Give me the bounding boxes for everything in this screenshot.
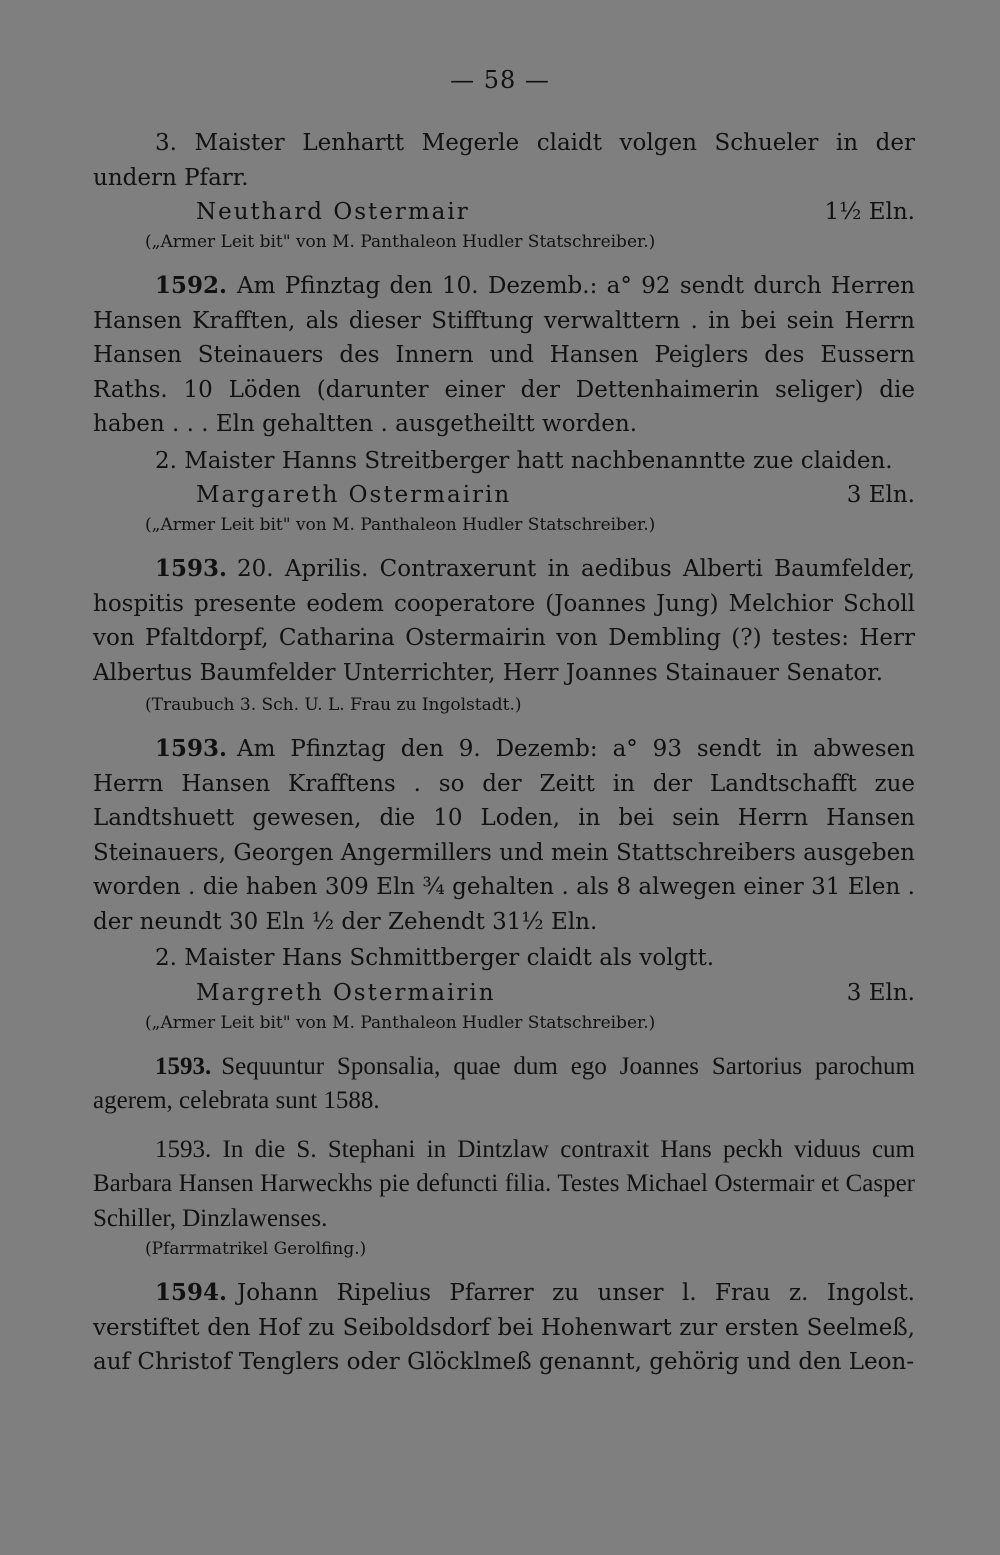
entry-text: 1593. In die S. Stephani in Dintzlaw contraxit Hans peckh viduus cum Barbara Hansen Harweckhs pie defuncti filia. Testes Michael Ostermair et Casper Schiller, Dinzlawenses.: [93, 1135, 915, 1232]
name-row: [93, 478, 915, 512]
source-citation: (Pfarrmatrikel Gerolfing.): [145, 1239, 367, 1259]
entry-text-2: 2. Maister Hans Schmittberger claidt als volgtt.: [155, 945, 715, 971]
entry-body: 20. Aprilis. Contraxerunt in aedibus Alberti Baumfelder, hospitis presente eodem cooperatore (Joannes Jung) Melchior Scholl von Pfaltdorpf, Catharina Ostermairin von Dembling (?) testes: Herr Albertus Baumfelder Unterrichter, Herr Joannes Stainauer Senator.: [93, 556, 915, 686]
entry-year: 1593.: [155, 555, 228, 582]
cloth-amount: 3 Eln.: [846, 979, 915, 1006]
entry-body: Am Pfinztag den 10. Dezemb.: a° 92 sendt durch Herren Hansen Krafften, als dieser Stifftung verwalttern . in bei sein Herrn Hansen Steinauers des Innern und Hansen Peiglers des Eussern Raths. 10 Löden (darunter einer der Dettenhaimerin seliger) die haben . . . Eln gehaltten . ausgetheiltt worden.: [93, 273, 915, 437]
page-body: [93, 126, 915, 1380]
cloth-amount: 3 Eln.: [846, 482, 915, 508]
person-name: Neuthard Ostermair: [196, 199, 470, 225]
entry: [93, 552, 915, 718]
entry: [93, 732, 915, 1036]
name-row: [93, 976, 915, 1010]
name-row: [93, 195, 915, 229]
entry: [93, 126, 915, 255]
entry-year: 1593.: [155, 1052, 212, 1080]
entry-text: 3. Maister Lenhartt Megerle claidt volgen Schueler in der undern Pfarr.: [93, 130, 915, 191]
person-name: Margareth Ostermairin: [196, 482, 512, 508]
cloth-amount: 1½ Eln.: [824, 199, 915, 225]
entry: [93, 1276, 915, 1380]
entry-body: Am Pfinztag den 9. Dezemb: a° 93 sendt in abwesen Herrn Hansen Krafftens . so der Zeitt in der Landtschafft zue Landtshuett gewesen, die 10 Loden, in bei sein Herrn Hansen Steinauers, Georgen Angermillers und mein Stattschreibers ausgeben worden . die haben 309 Eln ¾ gehalten . als 8 alwegen einer 31 Elen . der neundt 30 Eln ½ der Zehendt 31½ Eln.: [93, 736, 915, 935]
entry-year: 1592.: [155, 272, 228, 299]
source-citation: („Armer Leit bit" von M. Panthaleon Hudler Statschreiber.): [145, 232, 656, 252]
entry-text: [93, 269, 915, 442]
entry: [93, 1133, 915, 1263]
entry-text-2: 2. Maister Hanns Streitberger hatt nachbenanntte zue claiden.: [155, 447, 893, 474]
person-name: Margreth Ostermairin: [196, 979, 496, 1006]
entry: [93, 1050, 915, 1119]
entry-body: Sequuntur Sponsalia, quae dum ego Joannes Sartorius parochum agerem, celebrata sunt 1588.: [93, 1052, 915, 1114]
source-citation: (Traubuch 3. Sch. U. L. Frau zu Ingolstadt.): [145, 695, 522, 715]
entry: [93, 269, 915, 538]
entry-body: Johann Ripelius Pfarrer zu unser l. Frau z. Ingolst. verstiftet den Hof zu Seiboldsdorf bei Hohenwart zur ersten Seelmeß, auf Christof Tenglers oder Glöcklmeß genannt, gehörig und den Leon-: [93, 1280, 915, 1375]
entry-text: [93, 552, 915, 690]
entry-text: [93, 1276, 915, 1380]
entry-text: [93, 732, 915, 939]
source-citation: („Armer Leit bit" von M. Panthaleon Hudler Statschreiber.): [145, 515, 656, 535]
source-citation: („Armer Leit bit" von M. Panthaleon Hudler Statschreiber.): [145, 1012, 656, 1033]
page-number: — 58 —: [450, 66, 550, 94]
entry-text: [93, 1050, 915, 1119]
entry-year: 1593.: [155, 735, 228, 762]
entry-year: 1594.: [155, 1279, 228, 1306]
